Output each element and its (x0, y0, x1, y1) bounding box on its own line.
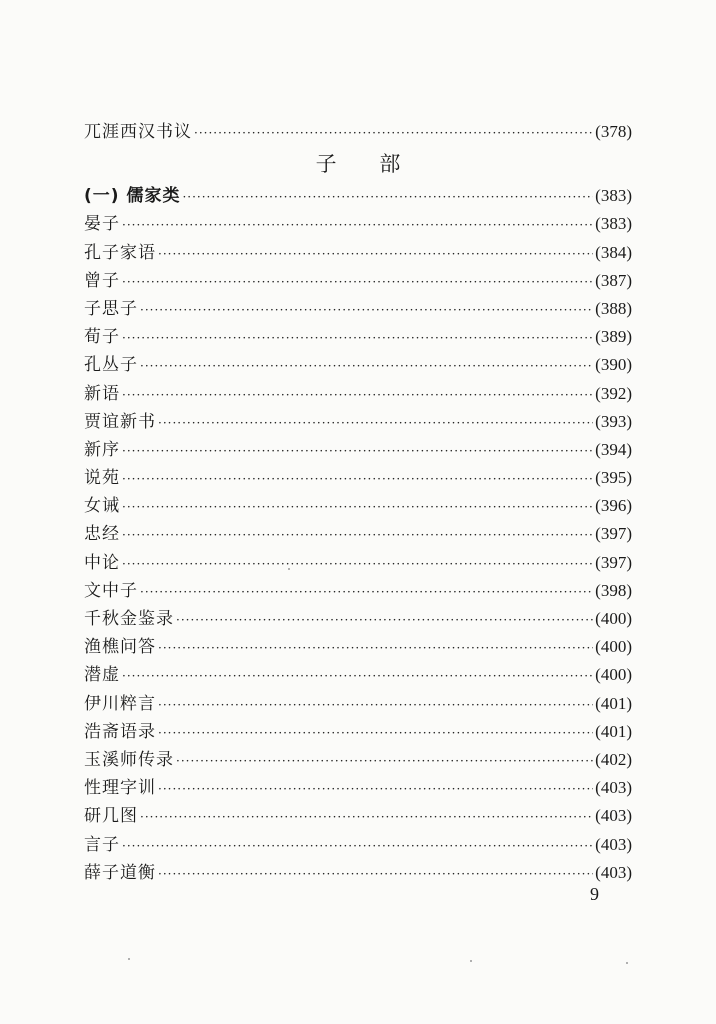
dot-leader (182, 183, 593, 211)
entry-page-number: (394) (595, 439, 632, 459)
entry-title: 兀涯西汉书议 (84, 122, 192, 142)
entry-title: 文中子 (84, 580, 138, 601)
entry-page-number: (383) (595, 186, 632, 206)
entry-title: 忠经 (84, 524, 120, 545)
dot-leader (176, 606, 593, 634)
entry-page-number: (396) (595, 496, 632, 516)
entry-page-number: (397) (595, 524, 632, 544)
dot-leader (158, 719, 593, 747)
toc-row (84, 295, 632, 323)
toc-row (84, 267, 632, 295)
toc-row (84, 408, 632, 436)
entry-page-number: (384) (595, 242, 632, 262)
dot-leader (158, 409, 593, 437)
toc-row (84, 323, 632, 351)
toc-row (84, 661, 632, 689)
dot-leader (122, 662, 593, 690)
entry-title: 玉溪师传录 (84, 749, 174, 770)
dot-leader (176, 747, 593, 775)
dot-leader (122, 211, 593, 239)
toc-row (84, 549, 632, 577)
entry-page-number: (397) (595, 552, 632, 572)
entry-title: 千秋金鉴录 (84, 609, 174, 629)
toc-row (84, 718, 632, 746)
entry-page-number: (401) (595, 721, 632, 741)
dot-leader (140, 352, 593, 380)
dot-leader (122, 381, 593, 409)
dot-leader (158, 860, 593, 888)
dot-leader (158, 775, 593, 803)
entry-page-number: (403) (595, 834, 632, 854)
entry-page-number: (387) (595, 270, 632, 290)
entry-title: 贾谊新书 (84, 411, 156, 432)
page-number: 9 (590, 884, 599, 904)
entry-page-number: (393) (595, 411, 632, 431)
entry-title: 孔子家语 (84, 242, 156, 263)
dot-leader (122, 465, 593, 493)
entry-page-number: (378) (595, 122, 632, 141)
toc-row (84, 633, 632, 661)
entry-page-number: (398) (595, 580, 632, 600)
toc-row (84, 859, 632, 887)
dot-leader (158, 240, 593, 268)
entry-title: 子思子 (84, 298, 138, 319)
entry-page-number: (403) (595, 806, 632, 826)
entry-page-number: (395) (595, 468, 632, 488)
entry-page-number: (403) (595, 862, 632, 882)
entry-title: 研几图 (84, 806, 138, 827)
dot-leader (158, 691, 593, 719)
entry-page-number: (402) (595, 749, 632, 769)
scan-speck (128, 958, 130, 960)
dot-leader (122, 493, 593, 521)
toc-row (84, 118, 632, 146)
scan-speck (470, 960, 472, 962)
entry-title: 荀子 (84, 327, 120, 348)
toc-row (84, 210, 632, 238)
entry-title: 言子 (84, 834, 120, 855)
entry-title: 性理字训 (84, 778, 156, 799)
entry-title: 曾子 (84, 270, 120, 291)
entry-page-number: (388) (595, 298, 632, 318)
dot-leader (194, 119, 593, 147)
toc-row (84, 492, 632, 520)
toc-row (84, 802, 632, 830)
toc-row (84, 464, 632, 492)
toc-row (84, 605, 632, 633)
toc-entries (84, 182, 632, 887)
scan-speck (626, 962, 628, 964)
dot-leader (122, 521, 593, 549)
toc-row (84, 746, 632, 774)
toc-row (84, 351, 632, 379)
toc-row (84, 520, 632, 548)
toc-row (84, 182, 632, 210)
toc-row (84, 436, 632, 464)
toc-row (84, 831, 632, 859)
entry-page-number: (400) (595, 609, 632, 628)
dot-leader (122, 832, 593, 860)
entry-page-number: (403) (595, 778, 632, 798)
dot-leader (122, 268, 593, 296)
entry-title: 潜虚 (84, 665, 120, 686)
entry-title: 伊川粹言 (84, 693, 156, 714)
pre-section-entries (84, 118, 632, 146)
entry-page-number: (383) (595, 214, 632, 234)
dot-leader (122, 437, 593, 465)
toc-row (84, 380, 632, 408)
dot-leader (140, 803, 593, 831)
dot-leader (140, 296, 593, 324)
entry-page-number: (401) (595, 693, 632, 713)
category-heading: (一) 儒家类 (84, 186, 181, 207)
dot-leader (158, 634, 593, 662)
entry-title: 孔丛子 (84, 355, 138, 376)
entry-page-number: (392) (595, 383, 632, 403)
entry-title: 中论 (84, 552, 120, 573)
entry-title: 说苑 (84, 468, 120, 489)
section-heading: 子 部 (315, 152, 419, 177)
table-of-contents (84, 118, 632, 887)
entry-title: 新序 (84, 439, 120, 460)
entry-title: 渔樵问答 (84, 637, 156, 658)
entry-page-number: (390) (595, 355, 632, 375)
entry-title: 女诫 (84, 496, 120, 517)
toc-row (84, 577, 632, 605)
entry-title: 浩斋语录 (84, 721, 156, 742)
entry-page-number: (389) (595, 327, 632, 347)
toc-row (84, 774, 632, 802)
toc-row (84, 690, 632, 718)
dot-leader (122, 550, 593, 578)
scan-speck (288, 568, 290, 570)
entry-title: 薛子道衡 (84, 862, 156, 883)
entry-page-number: (400) (595, 637, 632, 657)
toc-row (84, 239, 632, 267)
entry-title: 新语 (84, 383, 120, 404)
dot-leader (140, 578, 593, 606)
entry-title: 晏子 (84, 214, 120, 235)
dot-leader (122, 324, 593, 352)
entry-page-number: (400) (595, 665, 632, 685)
